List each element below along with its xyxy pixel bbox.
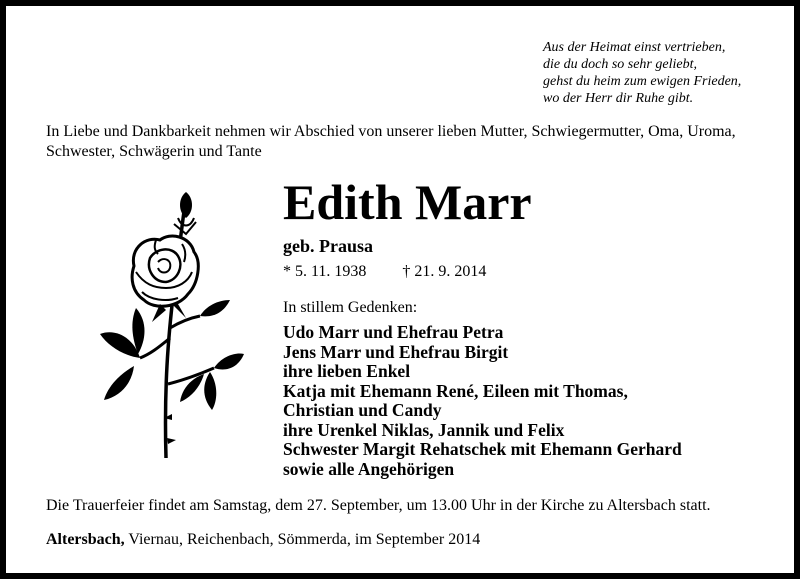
rose-icon: [94, 188, 244, 464]
intro-text: In Liebe und Dankbarkeit nehmen wir Abschied von unserer lieben Mutter, Schwiegermutter, Oma, Uroma, Schwester, Schwägerin und Tante: [46, 123, 736, 160]
deceased-name: Edith Marr: [283, 174, 532, 230]
mourners-list: [283, 323, 682, 479]
list-item: Katja mit Ehemann René, Eileen mit Thomas,: [283, 380, 628, 401]
poem-line: Aus der Heimat einst vertrieben,: [543, 40, 726, 55]
list-item: Schwester Margit Rehatschek mit Ehemann Gerhard: [283, 439, 682, 459]
list-item: ihre Urenkel Niklas, Jannik und Felix: [283, 419, 565, 440]
list-item: Udo Marr und Ehefrau Petra: [283, 322, 504, 342]
list-item: Christian und Candy: [283, 400, 442, 420]
funeral-notice: Die Trauerfeier findet am Samstag, dem 27. September, um 13.00 Uhr in der Kirche zu Altersbach statt.: [46, 497, 711, 514]
poem-line: die du doch so sehr geliebt,: [543, 57, 697, 72]
poem: [543, 39, 793, 107]
places-town: Altersbach,: [46, 531, 125, 548]
birth-date: * 5. 11. 1938: [283, 263, 367, 280]
list-item: sowie alle Angehörigen: [283, 458, 455, 479]
maiden-name: geb. Prausa: [283, 236, 373, 256]
poem-line: gehst du heim zum ewigen Frieden,: [543, 74, 742, 89]
places-rest: Viernau, Reichenbach, Sömmerda, im September 2014: [124, 531, 481, 548]
list-item: ihre lieben Enkel: [283, 361, 411, 381]
list-item: Jens Marr und Ehefrau Birgit: [283, 341, 509, 362]
places-line: [46, 530, 796, 550]
death-date: † 21. 9. 2014: [402, 263, 487, 280]
life-dates: [283, 262, 486, 282]
poem-line: wo der Herr dir Ruhe gibt.: [543, 91, 694, 106]
memory-heading: In stillem Gedenken:: [283, 299, 418, 316]
